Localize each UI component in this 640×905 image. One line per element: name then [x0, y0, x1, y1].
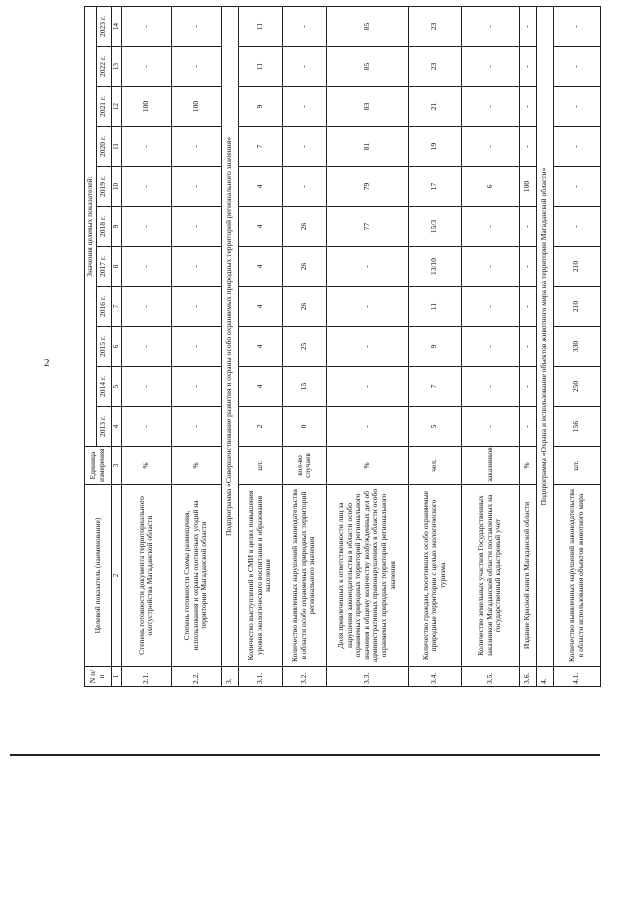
row-number: 3.4. — [408, 667, 461, 687]
section-title: Подпрограмма «Совершенствование развития и охраны особо охраняемых природных территорий регионального значения» — [221, 6, 238, 666]
column-number: 9 — [111, 207, 121, 247]
value-cell: - — [282, 127, 326, 167]
value-cell: - — [121, 6, 171, 46]
value-cell: - — [519, 407, 536, 447]
value-cell: 85 — [326, 47, 408, 87]
table-body — [121, 6, 600, 686]
indicator-name: Доля привлеченных к ответственности лиц за нарушения законодательства в области особо охраняемых природных территорий регионального значения в общему количеству возбужденных дел об административных правонарушениях в области особо охраняемых природных территорий регионального значения — [326, 485, 408, 667]
unit-cell: чел. — [408, 447, 461, 485]
header-row-top — [85, 6, 97, 686]
header-year: 2023 г. — [96, 6, 111, 46]
value-cell: 15 — [282, 367, 326, 407]
indicators-table — [84, 6, 601, 687]
value-cell: 26 — [282, 287, 326, 327]
value-cell: 0 — [282, 407, 326, 447]
value-cell: - — [121, 247, 171, 287]
value-cell: 83 — [326, 87, 408, 127]
value-cell: 4 — [238, 167, 282, 207]
section-title: Подпрограмма «Охрана и использование объектов животного мира на территории Магаданской области» — [536, 6, 553, 666]
value-cell: - — [326, 407, 408, 447]
value-cell: - — [171, 127, 221, 167]
table-row — [282, 6, 326, 686]
column-number: 14 — [111, 6, 121, 46]
value-cell: - — [121, 127, 171, 167]
value-cell: - — [326, 367, 408, 407]
table-row — [519, 6, 536, 686]
value-cell: 7 — [408, 367, 461, 407]
value-cell: - — [519, 6, 536, 46]
value-cell: - — [553, 167, 600, 207]
value-cell: - — [461, 87, 519, 127]
value-cell: - — [171, 47, 221, 87]
unit-cell: шт. — [553, 447, 600, 485]
value-cell: 81 — [326, 127, 408, 167]
value-cell: - — [282, 6, 326, 46]
value-cell: 6 — [461, 167, 519, 207]
value-cell: 79 — [326, 167, 408, 207]
value-cell: - — [519, 367, 536, 407]
value-cell: 26 — [282, 207, 326, 247]
value-cell: 210 — [553, 247, 600, 287]
row-number: 4.1. — [553, 667, 600, 687]
table-row — [238, 6, 282, 686]
value-cell: - — [461, 207, 519, 247]
column-number: 13 — [111, 47, 121, 87]
header-year: 2015 г. — [96, 327, 111, 367]
value-cell: - — [553, 47, 600, 87]
value-cell: - — [461, 127, 519, 167]
value-cell: - — [553, 207, 600, 247]
horizontal-rule — [10, 754, 600, 756]
table-row — [121, 6, 171, 686]
value-cell: 4 — [238, 247, 282, 287]
row-number: 3. — [221, 667, 238, 687]
value-cell: - — [171, 167, 221, 207]
column-number: 10 — [111, 167, 121, 207]
column-number: 12 — [111, 87, 121, 127]
value-cell: - — [282, 167, 326, 207]
header-year: 2018 г. — [96, 207, 111, 247]
row-number: 2.2. — [171, 667, 221, 687]
value-cell: - — [282, 47, 326, 87]
unit-cell: кол-во случаев — [282, 447, 326, 485]
header-values: Значения целевых показателей: — [85, 6, 97, 446]
row-number: 3.2. — [282, 667, 326, 687]
value-cell: 9 — [408, 327, 461, 367]
value-cell: - — [519, 127, 536, 167]
value-cell: - — [519, 47, 536, 87]
value-cell: 250 — [553, 367, 600, 407]
value-cell: 9 — [238, 87, 282, 127]
row-number: 4. — [536, 667, 553, 687]
unit-cell: % — [171, 447, 221, 485]
value-cell: 23 — [408, 6, 461, 46]
column-number: 1 — [111, 667, 121, 687]
section-row — [221, 6, 238, 686]
value-cell: - — [121, 207, 171, 247]
table-row — [408, 6, 461, 686]
value-cell: - — [519, 247, 536, 287]
unit-cell: заказников — [461, 447, 519, 485]
value-cell: 330 — [553, 327, 600, 367]
value-cell: 4 — [238, 287, 282, 327]
value-cell: 7 — [238, 127, 282, 167]
header-year: 2020 г. — [96, 127, 111, 167]
header-unit: Единица измерения — [85, 447, 112, 485]
value-cell: - — [326, 247, 408, 287]
unit-cell: % — [326, 447, 408, 485]
indicator-name: Издание Красной книги Магаданской области — [519, 485, 536, 667]
value-cell: - — [121, 407, 171, 447]
value-cell: - — [121, 327, 171, 367]
value-cell: 11 — [238, 6, 282, 46]
value-cell: - — [171, 367, 221, 407]
indicator-name: Степень готовности документа территориального охотустройства Магаданской области — [121, 485, 171, 667]
row-number: 3.6. — [519, 667, 536, 687]
value-cell: 15/3 — [408, 207, 461, 247]
value-cell: 210 — [553, 287, 600, 327]
row-number: 2.1. — [121, 667, 171, 687]
value-cell: 13/10 — [408, 247, 461, 287]
value-cell: 77 — [326, 207, 408, 247]
value-cell: - — [171, 247, 221, 287]
value-cell: 4 — [238, 367, 282, 407]
column-number: 11 — [111, 127, 121, 167]
header-year: 2016 г. — [96, 287, 111, 327]
header-year: 2014 г. — [96, 367, 111, 407]
value-cell: - — [171, 407, 221, 447]
value-cell: 100 — [171, 87, 221, 127]
table-row — [326, 6, 408, 686]
indicator-name: Количество граждан, посетивших особо охраняемые природные территории с целью экологического туризма — [408, 485, 461, 667]
value-cell: 25 — [282, 327, 326, 367]
indicator-name: Количество выявленных нарушений законодательства в области особо охраняемых природных территорий регионального значения — [282, 485, 326, 667]
value-cell: - — [519, 207, 536, 247]
value-cell: - — [326, 287, 408, 327]
value-cell: - — [461, 287, 519, 327]
column-number: 4 — [111, 407, 121, 447]
value-cell: - — [121, 367, 171, 407]
value-cell: - — [461, 327, 519, 367]
column-number: 8 — [111, 247, 121, 287]
value-cell: 85 — [326, 6, 408, 46]
header-year: 2022 г. — [96, 47, 111, 87]
unit-cell: % — [121, 447, 171, 485]
header-year: 2019 г. — [96, 167, 111, 207]
table-row — [171, 6, 221, 686]
value-cell: - — [121, 47, 171, 87]
value-cell: 5 — [408, 407, 461, 447]
value-cell: - — [461, 367, 519, 407]
value-cell: - — [553, 87, 600, 127]
value-cell: - — [461, 407, 519, 447]
value-cell: - — [519, 87, 536, 127]
table-row — [553, 6, 600, 686]
value-cell: - — [171, 287, 221, 327]
value-cell: 100 — [121, 87, 171, 127]
table-row — [461, 6, 519, 686]
header-name: Целевой показатель (наименование) — [85, 485, 112, 667]
value-cell: - — [519, 327, 536, 367]
value-cell: - — [171, 207, 221, 247]
value-cell: 23 — [408, 47, 461, 87]
value-cell: - — [171, 327, 221, 367]
value-cell: - — [282, 87, 326, 127]
column-number-row — [111, 6, 121, 686]
value-cell: 4 — [238, 327, 282, 367]
value-cell: 17 — [408, 167, 461, 207]
row-number: 3.3. — [326, 667, 408, 687]
value-cell: - — [519, 287, 536, 327]
header-n: N п/п — [85, 667, 112, 687]
header-year: 2013 г. — [96, 407, 111, 447]
value-cell: 26 — [282, 247, 326, 287]
value-cell: 4 — [238, 207, 282, 247]
row-number: 3.5. — [461, 667, 519, 687]
value-cell: - — [326, 327, 408, 367]
value-cell: 21 — [408, 87, 461, 127]
column-number: 6 — [111, 327, 121, 367]
indicator-name: Количество выявленных нарушений законодательства в области использования объектов животного мира — [553, 485, 600, 667]
value-cell: - — [171, 6, 221, 46]
value-cell: - — [553, 6, 600, 46]
column-number: 7 — [111, 287, 121, 327]
value-cell: - — [461, 247, 519, 287]
value-cell: - — [461, 47, 519, 87]
value-cell: 11 — [238, 47, 282, 87]
value-cell: - — [461, 6, 519, 46]
unit-cell: шт. — [238, 447, 282, 485]
section-row — [536, 6, 553, 686]
value-cell: - — [121, 287, 171, 327]
column-number: 3 — [111, 447, 121, 485]
value-cell: - — [553, 127, 600, 167]
value-cell: 100 — [519, 167, 536, 207]
page-number: 2 — [44, 357, 50, 369]
header-year: 2021 г. — [96, 87, 111, 127]
column-number: 2 — [111, 485, 121, 667]
row-number: 3.1. — [238, 667, 282, 687]
value-cell: - — [121, 167, 171, 207]
value-cell: 19 — [408, 127, 461, 167]
unit-cell: % — [519, 447, 536, 485]
indicator-name: Количество выступлений в СМИ в целях повышения уровня экологического воспитания и образования населения — [238, 485, 282, 667]
indicator-name: Количество земельных участков Государственных заказников Магаданской области поставленных на государственный кадастровый учет — [461, 485, 519, 667]
header-year: 2017 г. — [96, 247, 111, 287]
column-number: 5 — [111, 367, 121, 407]
value-cell: 2 — [238, 407, 282, 447]
rotated-table-container — [84, 7, 585, 687]
indicator-name: Степень готовности Схемы размещения, использования и охраны охотничьих угодий на территории Магаданской области — [171, 485, 221, 667]
value-cell: 11 — [408, 287, 461, 327]
value-cell: 156 — [553, 407, 600, 447]
